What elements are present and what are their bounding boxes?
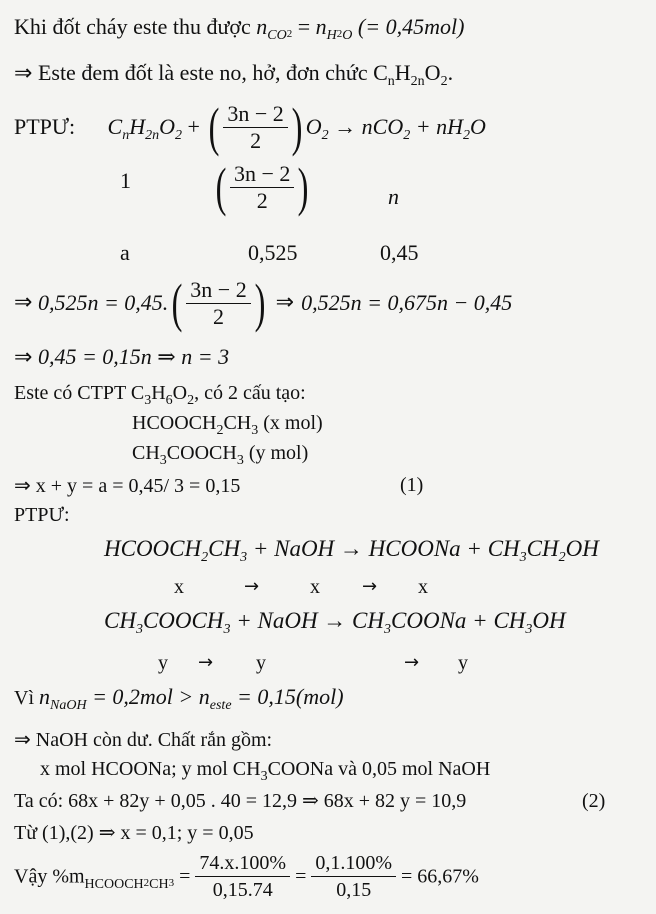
eq-number-2: (2) [582,790,606,812]
line-este-type: ⇒ Este đem đốt là este no, hở, đơn chức $C_nH_{2n}O_2$. [14,60,454,89]
line-compare: Vì $n_{NaOH} = 0,2mol > n_{este} = 0,15(mol)$ [14,684,344,713]
line-result-xy: Từ (1),(2) ⇒ x = 0,1; y = 0,05 [14,822,254,844]
mol-a: a [120,240,130,265]
r1-arrow1: → [244,576,260,597]
r1-x3: x [418,576,428,598]
isomer-2: $CH_3COOCH_3$ (y mol) [132,442,309,468]
line-solve-n: ⇒ 0,525n = 0,45.( $\frac{3n - 2}{2}$ ) ⇒ 0,525n = 0,675n − 0,45 [14,273,513,333]
reaction-2: $CH_3COOCH_3$ + NaOH → $CH_3COONa + CH_3OH$ [104,608,566,637]
r2-y3: y [458,652,468,674]
isomer-1: $HCOOCH_2CH_3$ (x mol) [132,412,323,438]
r1-x2: x [310,576,320,598]
line-mass: Ta có: 68x + 82y + 0,05 . 40 = 12,9 ⇒ 68x + 82 y = 10,9 [14,790,467,812]
r2-y2: y [256,652,266,674]
line-percent: Vậy $\%m_{HCOOCH}2_{CH}3$ = $\frac{74.x.100\%}{0,15.74}$ = $\frac{0,1.100\%}{0,15}$ = 66,67% [14,852,479,901]
line-combustion: Khi đốt cháy este thu được $n_{CO}2 = n_H2_O$ (= 0,45mol) [14,14,465,43]
line-solids: x mol HCOONa; y mol $CH_3COONa$ và 0,05 mol NaOH [40,758,491,784]
mol-co2: 0,45 [380,240,419,265]
r1-arrow2: → [362,576,378,597]
reaction-1: $HCOOCH_2CH_3$ + NaOH → HCOONa + $CH_3CH_2OH$ [104,536,599,565]
line-excess: ⇒ NaOH còn dư. Chất rắn gồm: [14,727,273,751]
text: Khi đốt cháy este thu được [14,14,257,39]
line-combustion-equation: PTPƯ: $C_nH_{2n}O_2$ + ( $\frac{3n - 2}{2}$ ) $O_2 \to nCO_2 + nH_2O$ [14,97,486,157]
eq-number-1: (1) [400,474,424,496]
r2-y1: y [158,652,168,674]
r2-arrow2: → [404,652,420,673]
ptpu-label: PTPƯ: [14,504,70,526]
stoich-n: n [388,184,399,209]
line-sum: ⇒ x + y = a = 0,45/ 3 = 0,15 [14,473,241,497]
r1-x1: x [174,576,184,598]
line-formula: Este có CTPT $C_3H_6O_2$, có 2 cấu tạo: [14,382,306,408]
mol-o2: 0,525 [248,240,298,265]
stoich-fraction: ( $\frac{3n - 2}{2}$ ) [215,157,309,217]
r2-arrow1: → [198,652,214,673]
fraction: $\frac{3n - 2}{2}$ [223,101,287,154]
stoich-one: 1 [120,168,131,193]
line-n-equals-3: ⇒ 0,45 = 0,15n ⇒ n = 3 [14,344,230,370]
